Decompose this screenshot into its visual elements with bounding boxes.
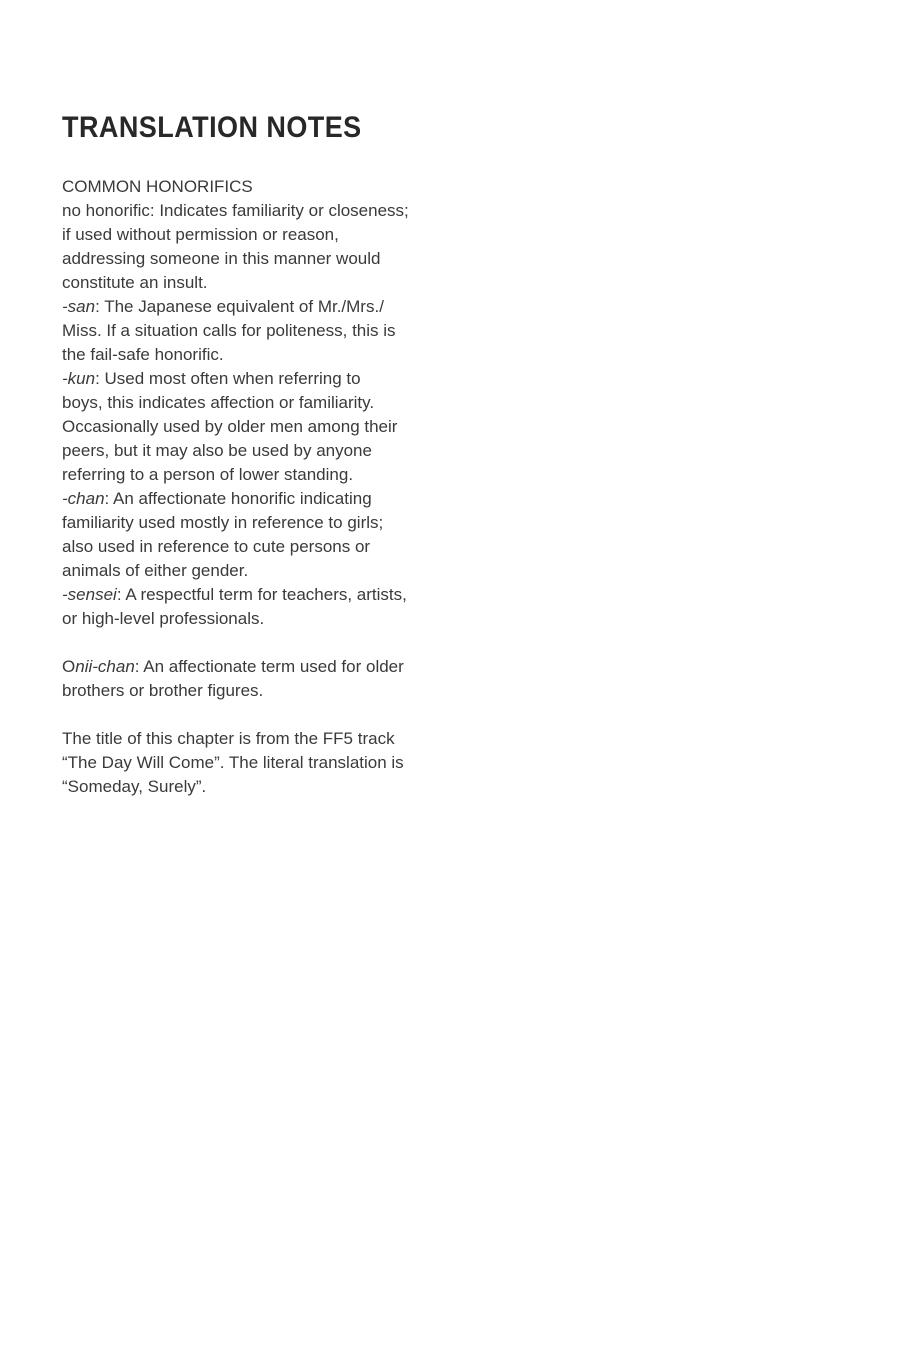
text-segment: : An affectionate term used for older bbox=[134, 657, 404, 676]
honorific-term: -san bbox=[62, 297, 96, 316]
text-segment: COMMON HONORIFICS bbox=[62, 177, 253, 196]
text-segment: if used without permission or reason, bbox=[62, 225, 339, 244]
text-line bbox=[62, 679, 482, 703]
text-segment: Occasionally used by older men among their bbox=[62, 417, 398, 436]
text-segment: O bbox=[62, 657, 76, 676]
text-segment: constitute an insult. bbox=[62, 273, 208, 292]
text-line bbox=[62, 511, 482, 535]
honorific-term: -sensei bbox=[62, 585, 117, 604]
section-heading bbox=[62, 175, 482, 199]
text-line bbox=[62, 727, 482, 751]
text-segment: the fail-safe honorific. bbox=[62, 345, 224, 364]
text-segment: : The Japanese equivalent of Mr./Mrs./ bbox=[95, 297, 384, 316]
text-segment: boys, this indicates affection or familiarity. bbox=[62, 393, 375, 412]
text-segment: “The Day Will Come”. The literal translation is bbox=[62, 753, 404, 772]
text-segment: Miss. If a situation calls for politeness, this is bbox=[62, 321, 396, 340]
text-segment: referring to a person of lower standing. bbox=[62, 465, 354, 484]
text-segment: peers, but it may also be used by anyone bbox=[62, 441, 372, 460]
text-line bbox=[62, 223, 482, 247]
notes-text bbox=[62, 175, 482, 799]
text-line bbox=[62, 583, 482, 607]
translation-notes-block bbox=[62, 112, 482, 799]
text-segment: : Used most often when referring to bbox=[95, 369, 361, 388]
text-line bbox=[62, 607, 482, 631]
text-segment: familiarity used mostly in reference to girls; bbox=[62, 513, 384, 532]
text-line bbox=[62, 439, 482, 463]
text-line bbox=[62, 343, 482, 367]
text-segment: : An affectionate honorific indicating bbox=[104, 489, 372, 508]
text-segment: brothers or brother figures. bbox=[62, 681, 264, 700]
text-line bbox=[62, 463, 482, 487]
text-line bbox=[62, 535, 482, 559]
page-title: TRANSLATION NOTES bbox=[62, 111, 362, 144]
text-line bbox=[62, 271, 482, 295]
text-segment: animals of either gender. bbox=[62, 561, 249, 580]
text-segment: : A respectful term for teachers, artists, bbox=[116, 585, 407, 604]
text-segment: or high-level professionals. bbox=[62, 609, 265, 628]
text-segment: no honorific: Indicates familiarity or closeness; bbox=[62, 201, 409, 220]
text-line bbox=[62, 319, 482, 343]
blank-line bbox=[62, 631, 482, 655]
text-segment: addressing someone in this manner would bbox=[62, 249, 381, 268]
text-line bbox=[62, 367, 482, 391]
text-line bbox=[62, 751, 482, 775]
text-line bbox=[62, 295, 482, 319]
text-line bbox=[62, 655, 482, 679]
text-line bbox=[62, 247, 482, 271]
text-segment: also used in reference to cute persons or bbox=[62, 537, 371, 556]
honorific-term: -kun bbox=[62, 369, 96, 388]
text-line bbox=[62, 199, 482, 223]
blank-line bbox=[62, 703, 482, 727]
text-line bbox=[62, 559, 482, 583]
honorific-term: nii-chan bbox=[75, 657, 135, 676]
honorific-term: -chan bbox=[62, 489, 105, 508]
text-line bbox=[62, 487, 482, 511]
text-line bbox=[62, 415, 482, 439]
text-segment: “Someday, Surely”. bbox=[62, 777, 207, 796]
text-segment: The title of this chapter is from the FF5 track bbox=[62, 729, 395, 748]
text-line bbox=[62, 391, 482, 415]
text-line bbox=[62, 775, 482, 799]
